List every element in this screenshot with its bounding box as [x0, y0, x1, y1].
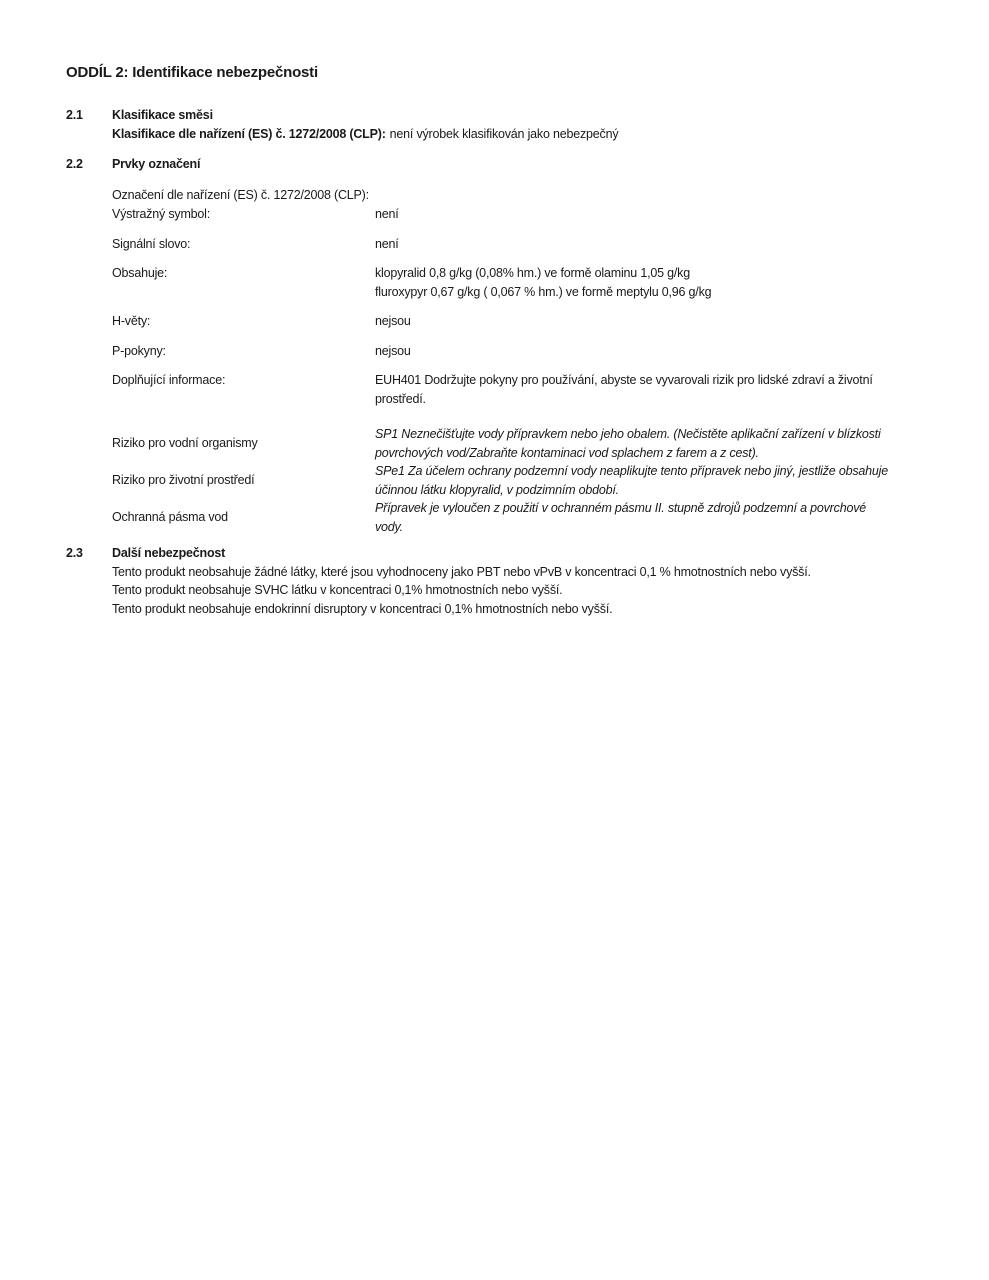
supplemental-info-line-2: prostředí. [375, 391, 426, 406]
environment-risk-line-2: účinnou látku klopyralid, v podzimním období. [375, 482, 619, 497]
environment-risk-value [375, 462, 949, 499]
subsection-title: Klasifikace směsi [112, 108, 213, 122]
signal-word-label: Signální slovo: [112, 236, 191, 251]
hazard-symbol-value: není [375, 207, 399, 221]
p-statements-label: P-pokyny: [112, 343, 166, 358]
other-hazards-line-2: Tento produkt neobsahuje SVHC látku v koncentraci 0,1% hmotnostních nebo vyšší. [112, 583, 563, 597]
section-heading: ODDÍL 2: Identifikace nebezpečnosti [66, 64, 318, 81]
other-hazards-line-3: Tento produkt neobsahuje endokrinní disruptory v koncentraci 0,1% hmotnostních nebo vyšší. [112, 601, 613, 616]
contains-value-line-1: klopyralid 0,8 g/kg (0,08% hm.) ve formě olaminu 1,05 g/kg [375, 266, 690, 280]
labelling-intro-line: Označení dle nařízení (ES) č. 1272/2008 (CLP): [112, 187, 369, 202]
hazard-symbol-label: Výstražný symbol: [112, 207, 211, 221]
supplemental-info-line-1: EUH401 Dodržujte pokyny pro používání, abyste se vyvarovali rizik pro lidské zdraví a životní [375, 373, 873, 387]
subsection-number: 2.2 [66, 157, 83, 171]
other-hazards-line-1: Tento produkt neobsahuje žádné látky, které jsou vyhodnoceny jako PBT nebo vPvB v koncentraci 0,1 % hmotnostních nebo vyšší. [112, 564, 811, 579]
p-statements-value: nejsou [375, 343, 411, 358]
aquatic-risk-value [375, 425, 949, 462]
risk-row [112, 499, 949, 536]
h-statements-value: nejsou [375, 314, 411, 328]
water-protection-zones-label: Ochranná pásma vod [112, 510, 228, 525]
subsection-2-2 [66, 155, 949, 536]
environment-risk-label: Riziko pro životní prostředí [112, 473, 255, 488]
subsection-2-1-title-row [66, 106, 949, 125]
contains-label: Obsahuje: [112, 266, 168, 280]
subsection-number: 2.1 [66, 108, 83, 122]
h-statements-label: H-věty: [112, 314, 151, 328]
risk-row [112, 462, 949, 499]
signal-word-value: není [375, 236, 399, 251]
clp-classification-value: není výrobek klasifikován jako nebezpečný [389, 126, 619, 141]
field-row [112, 264, 949, 301]
aquatic-risk-line-1: SP1 Neznečišťujte vody přípravkem nebo jeho obalem. (Nečistěte aplikační zařízení v blízkosti [375, 427, 881, 441]
contains-value [375, 264, 949, 301]
subsection-2-2-title-row [66, 155, 949, 174]
supplemental-info-value [375, 371, 949, 408]
clp-classification-label: Klasifikace dle nařízení (ES) č. 1272/2008 (CLP): [112, 126, 386, 141]
field-row [112, 342, 949, 361]
water-protection-zones-value [375, 499, 949, 536]
clp-classification-line [112, 125, 949, 144]
aquatic-risk-label: Riziko pro vodní organismy [112, 436, 258, 451]
subsection-2-1 [66, 106, 949, 143]
subsection-2-3 [66, 544, 949, 618]
field-row [112, 235, 949, 254]
subsection-title: Další nebezpečnost [112, 546, 226, 560]
aquatic-risk-line-2: povrchových vod/Zabraňte kontaminaci vod splachem z farem a z cest). [375, 445, 759, 460]
water-protection-zones-line-2: vody. [375, 519, 403, 534]
subsection-number: 2.3 [66, 546, 83, 560]
field-row [112, 312, 949, 331]
field-row [112, 205, 949, 224]
contains-value-line-2: fluroxypyr 0,67 g/kg ( 0,067 % hm.) ve formě meptylu 0,96 g/kg [375, 284, 712, 299]
subsection-2-3-title-row [66, 544, 949, 563]
environment-risk-line-1: SPe1 Za účelem ochrany podzemní vody neaplikujte tento přípravek nebo jiný, jestliže obsahuje [375, 464, 888, 478]
field-row [112, 371, 949, 408]
subsection-title: Prvky označení [112, 157, 201, 171]
water-protection-zones-line-1: Přípravek je vyloučen z použití v ochranném pásmu II. stupně zdrojů podzemní a povrchové [375, 501, 867, 515]
risk-row [112, 425, 949, 462]
supplemental-info-label: Doplňující informace: [112, 373, 226, 387]
risk-statements-block [66, 425, 949, 536]
